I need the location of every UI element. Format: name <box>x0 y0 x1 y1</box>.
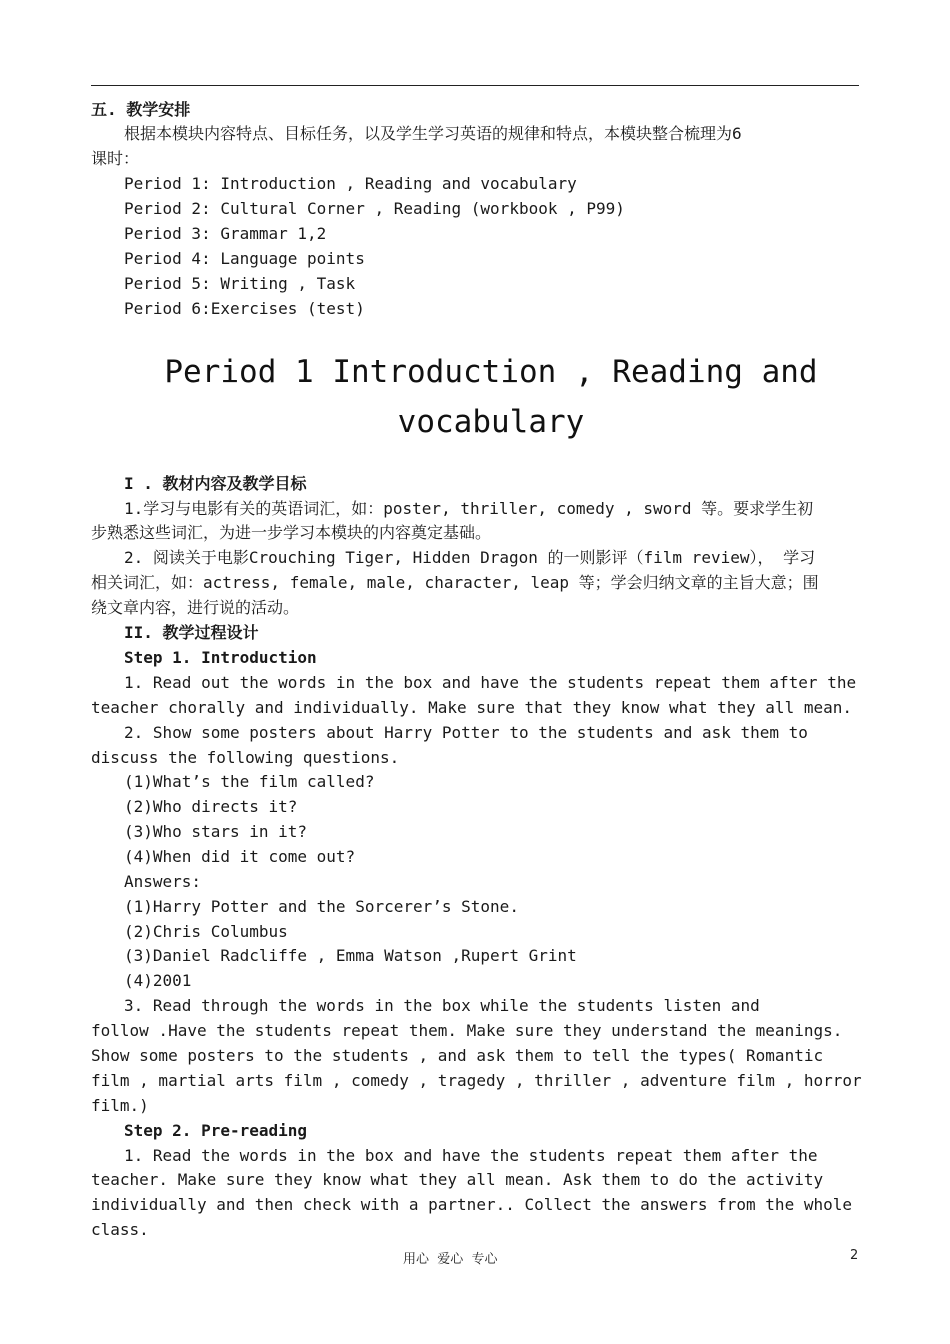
paragraph-line: film.) <box>91 1096 149 1115</box>
period-list-item: Period 6:Exercises (test) <box>124 299 365 318</box>
page-title: Period 1 Introduction , Reading and <box>164 354 818 390</box>
footer-motto: 用心 爱心 专心 <box>403 1252 498 1267</box>
period-list-item: Period 2: Cultural Corner , Reading (workbook , P99) <box>124 199 625 218</box>
paragraph-line: follow .Have the students repeat them. Make sure they understand the meanings. <box>91 1021 843 1040</box>
arrangement-intro-line: 根据本模块内容特点、目标任务，以及学生学习英语的规律和特点，本模块整合梳理为6 <box>124 124 742 143</box>
section-heading: I . 教材内容及教学目标 <box>124 474 307 493</box>
answer-item: (2)Chris Columbus <box>124 922 288 941</box>
period-list-item: Period 4: Language points <box>124 249 365 268</box>
arrangement-intro-line: 课时： <box>91 149 140 168</box>
question-item: (3)Who stars in it? <box>124 822 308 841</box>
question-item: (4)When did it come out? <box>124 847 356 866</box>
paragraph-line: teacher chorally and individually. Make sure that they know what they all mean. <box>91 698 852 717</box>
question-item: (2)Who directs it? <box>124 797 298 816</box>
answer-item: (4)2001 <box>124 971 192 990</box>
period-list-item: Period 1: Introduction , Reading and vocabulary <box>124 174 577 193</box>
page-number: 2 <box>850 1248 859 1263</box>
paragraph-line: 2. Show some posters about Harry Potter to the students and ask them to <box>124 723 808 742</box>
page-title-continued: vocabulary <box>397 404 585 440</box>
paragraph-line: class. <box>91 1220 149 1239</box>
header-rule <box>91 85 859 86</box>
arrangement-heading: 五. 教学安排 <box>91 100 191 119</box>
step-heading: Step 1. Introduction <box>124 648 317 667</box>
paragraph-line: 绕文章内容，进行说的活动。 <box>91 598 300 617</box>
period-list-item: Period 3: Grammar 1,2 <box>124 224 327 243</box>
paragraph-line: teacher. Make sure they know what they all mean. Ask them to do the activity <box>91 1170 824 1189</box>
step-heading: Step 2. Pre-reading <box>124 1121 308 1140</box>
paragraph-line: 1. Read the words in the box and have the students repeat them after the <box>124 1146 818 1165</box>
paragraph-line: 2. 阅读关于电影Crouching Tiger, Hidden Dragon 的一则影评（film review）， 学习 <box>124 548 816 567</box>
question-item: (1)What’s the film called? <box>124 772 375 791</box>
paragraph-line: discuss the following questions. <box>91 748 400 767</box>
answers-label: Answers: <box>124 872 202 891</box>
paragraph-line: Show some posters to the students , and ask them to tell the types( Romantic <box>91 1046 824 1065</box>
paragraph-line: 3. Read through the words in the box while the students listen and <box>124 996 760 1015</box>
answer-item: (3)Daniel Radcliffe , Emma Watson ,Rupert Grint <box>124 946 577 965</box>
paragraph-line: film , martial arts film , comedy , tragedy , thriller , adventure film , horror <box>91 1071 862 1090</box>
paragraph-line: 步熟悉这些词汇，为进一步学习本模块的内容奠定基础。 <box>91 523 492 542</box>
paragraph-line: individually and then check with a partner.. Collect the answers from the whole <box>91 1195 852 1214</box>
section-heading: II. 教学过程设计 <box>124 623 259 642</box>
answer-item: (1)Harry Potter and the Sorcerer’s Stone. <box>124 897 519 916</box>
paragraph-line: 相关词汇，如：actress, female, male, character, leap 等；学会归纳文章的主旨大意；围 <box>91 573 819 592</box>
period-list-item: Period 5: Writing , Task <box>124 274 356 293</box>
paragraph-line: 1.学习与电影有关的英语词汇，如：poster, thriller, comedy , sword 等。要求学生初 <box>124 499 814 518</box>
paragraph-line: 1. Read out the words in the box and have the students repeat them after the <box>124 673 857 692</box>
